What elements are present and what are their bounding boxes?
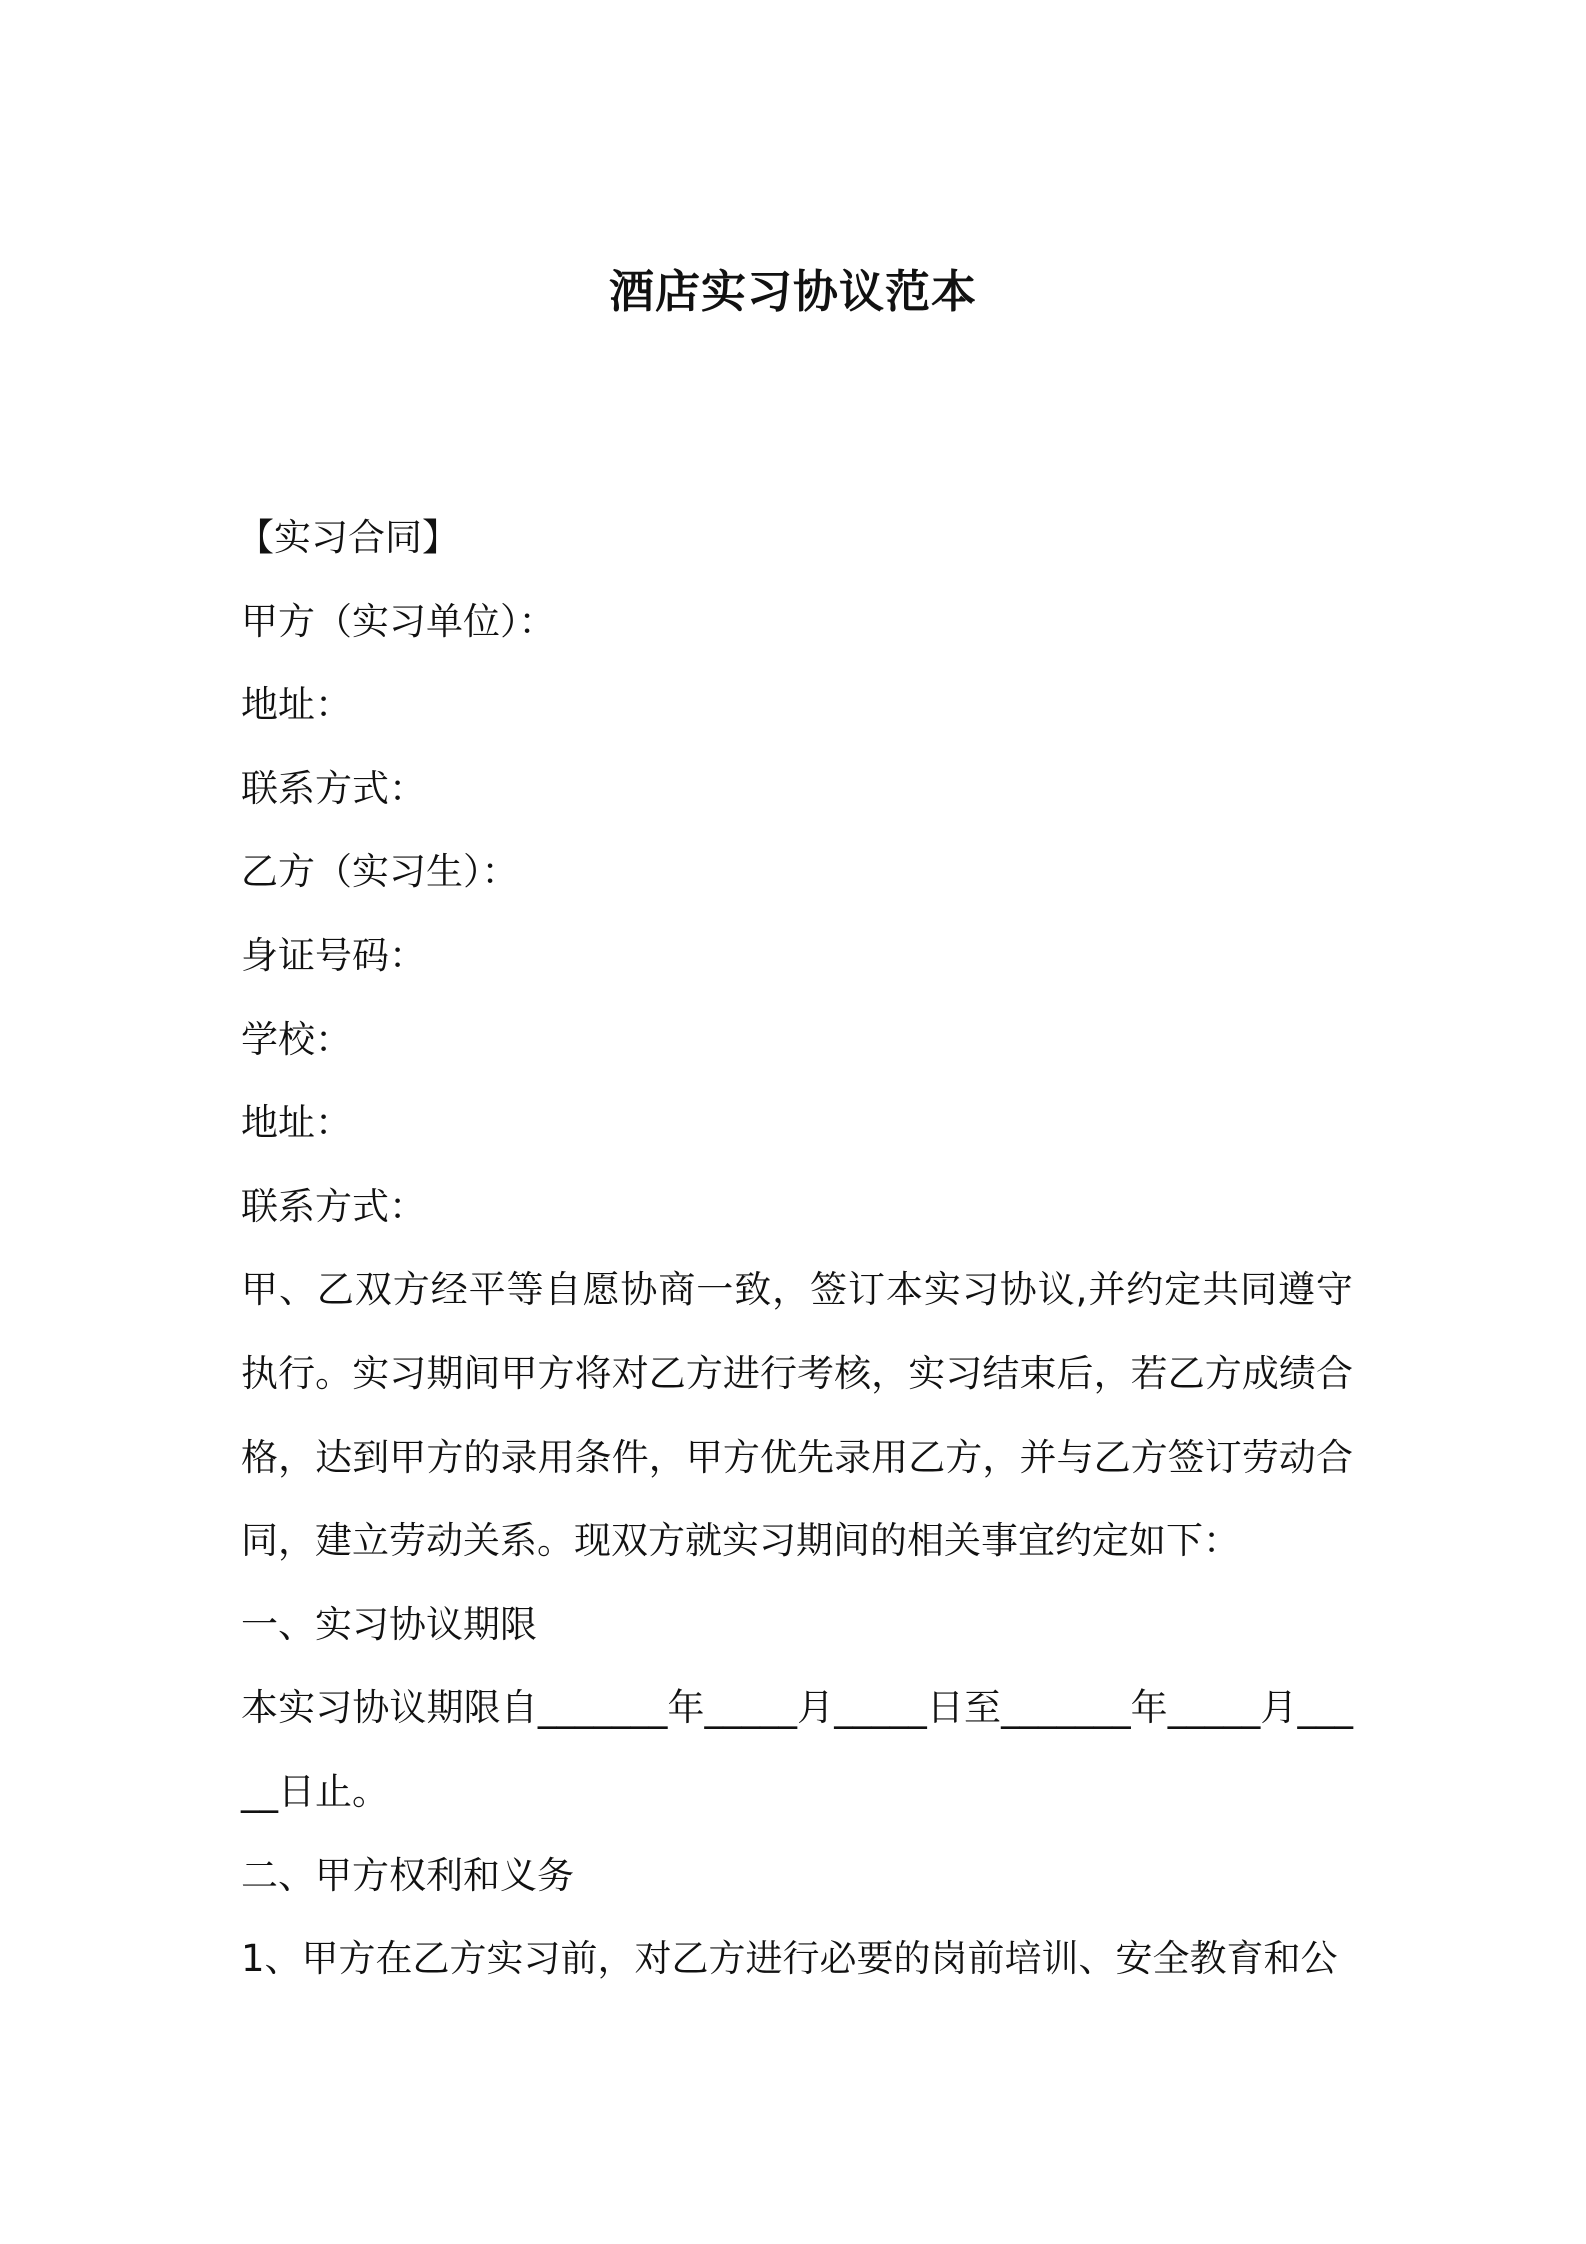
party-a-address-field: 地址： [241, 683, 352, 727]
party-a-contact-field: 联系方式： [241, 766, 426, 810]
party-b-address-field: 地址： [241, 1101, 352, 1145]
section-1-paragraph: 本实习协议期限自_______年_____月_____日至_______年_____月_____日止。 [241, 1686, 1353, 1813]
section-2-heading: 二、甲方权利和义务 [241, 1853, 574, 1897]
section-1-heading: 一、实习协议期限 [241, 1602, 537, 1646]
party-a-field: 甲方（实习单位）： [241, 599, 556, 643]
document-title: 酒店实习协议范本 [608, 265, 977, 318]
intro-paragraph: 甲、乙双方经平等自愿协商一致，签订本实习协议,并约定共同遵守执行。实习期间甲方将对乙方进行考核，实习结束后，若乙方成绩合格，达到甲方的录用条件，甲方优先录用乙方，并与乙方签订劳动合同，建立劳动关系。现双方就实习期间的相关事宜约定如下： [241, 1268, 1353, 1563]
contract-label: 【实习合同】 [237, 516, 459, 559]
party-b-id-field: 身证号码： [241, 933, 426, 977]
party-b-field: 乙方（实习生）： [241, 850, 519, 894]
document-body [237, 496, 1353, 2001]
party-b-contact-field: 联系方式： [241, 1184, 426, 1228]
section-2-item-1: 1、甲方在乙方实习前，对乙方进行必要的岗前培训、安全教育和公 [241, 1937, 1338, 1981]
party-b-school-field: 学校： [241, 1017, 352, 1061]
